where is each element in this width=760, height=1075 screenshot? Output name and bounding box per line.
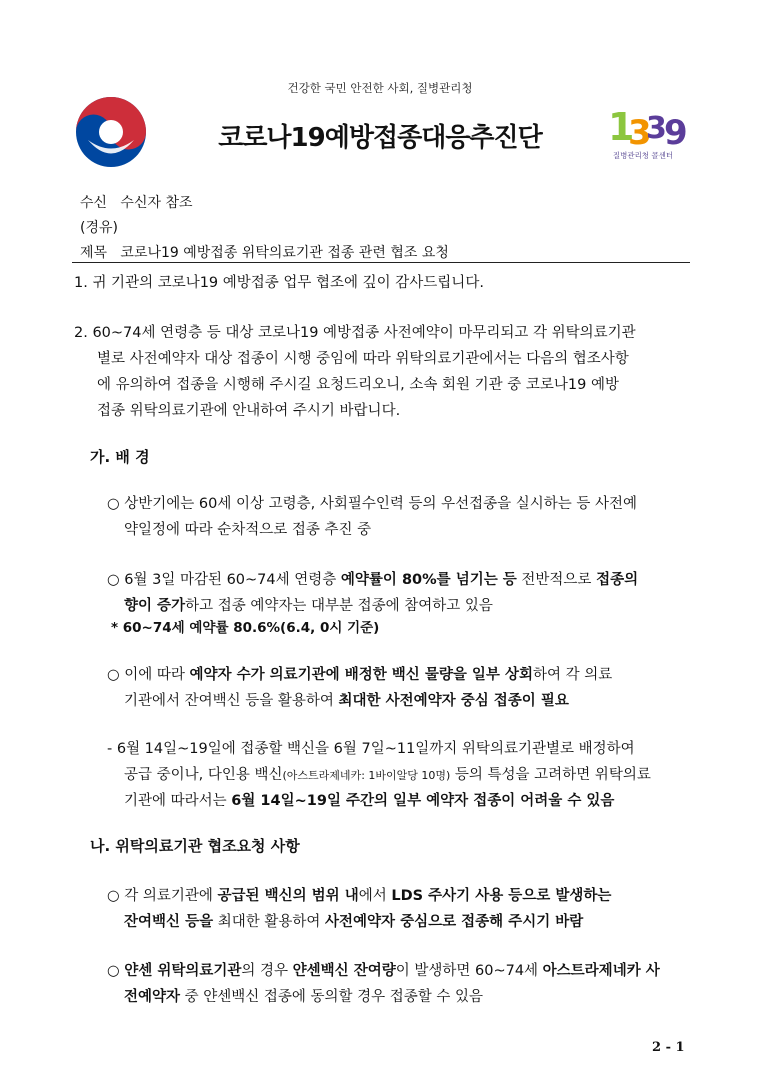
b2-text-post: 중 얀센백신 접종에 동의할 경우 접종할 수 있음 bbox=[180, 989, 484, 1005]
b2-bold-3: 아스트라제네카 사 bbox=[542, 963, 660, 979]
b2-bullet: ○ bbox=[107, 963, 125, 979]
recipient-row bbox=[80, 192, 193, 212]
subject-value: 코로나19 예방접종 위탁의료기관 접종 관련 협조 요청 bbox=[120, 245, 449, 261]
a4-small-note: (아스트라제네카: 1바이알당 10명) bbox=[282, 769, 451, 782]
a2-note bbox=[111, 614, 379, 642]
b2-line-2 bbox=[124, 983, 483, 1011]
b2-bold-2: 얀센백신 잔여량 bbox=[292, 963, 396, 979]
a2-text-post: 하고 접종 예약자는 대부분 접종에 참여하고 있음 bbox=[185, 598, 493, 614]
a2-bold-3: 향이 증가 bbox=[124, 598, 186, 614]
b1-bold-3: 잔여백신 등을 bbox=[124, 914, 214, 930]
b1-bold-2: LDS 주사기 사용 등으로 발생하는 bbox=[391, 888, 612, 904]
b1-bold-4: 사전예약자 중심으로 접종해 주시기 바람 bbox=[324, 914, 584, 930]
paragraph-2-line-2: 별로 사전예약자 대상 접종이 시행 중임에 따라 위탁의료기관에서는 다음의 협조사항 bbox=[97, 351, 629, 367]
a4-text-3: 기관에 따라서는 bbox=[124, 793, 232, 809]
b1-text-mid: 에서 bbox=[358, 888, 392, 904]
subject-divider bbox=[72, 262, 690, 263]
paragraph-2-line-4: 접종 위탁의료기관에 안내하여 주시기 바랍니다. bbox=[97, 403, 401, 419]
via-row: (경유) bbox=[80, 220, 118, 236]
section-a-heading: 가. 배 경 bbox=[90, 448, 150, 466]
b1-line-2 bbox=[124, 908, 583, 936]
a2-bold-1: 예약률이 80%를 넘기는 등 bbox=[340, 572, 517, 588]
subject-row bbox=[80, 242, 449, 262]
a4-text: 공급 중이나, 다인용 백신 bbox=[124, 767, 283, 783]
a4-line-1: - 6월 14일~19일에 접종할 백신을 6월 7일~11일까지 위탁의료기관별로 배정하여 bbox=[107, 741, 635, 757]
b2-bold-4: 전예약자 bbox=[124, 989, 181, 1005]
a3-text-post: 하여 각 의료 bbox=[533, 667, 613, 683]
a2-bold-2: 접종의 bbox=[596, 572, 639, 588]
a3-bold-2: 최대한 사전예약자 중심 접종이 필요 bbox=[338, 693, 569, 709]
a1-line-2: 약일정에 따라 순차적으로 접종 추진 중 bbox=[124, 522, 372, 538]
a4-bold: 6월 14일~19일 주간의 일부 예약자 접종이 어려울 수 있음 bbox=[231, 793, 615, 809]
section-b-heading: 나. 위탁의료기관 협조요청 사항 bbox=[90, 837, 300, 855]
logo-digit-3b: 3 bbox=[646, 111, 667, 146]
b1-text: ○ 각 의료기관에 bbox=[107, 888, 218, 904]
b2-text-1: 의 경우 bbox=[241, 963, 293, 979]
a4-text-post: 등의 특성을 고려하면 위탁의료 bbox=[450, 767, 651, 783]
a4-line-2 bbox=[124, 761, 651, 790]
a3-line-2 bbox=[124, 687, 569, 715]
b2-line-1 bbox=[107, 957, 660, 985]
slogan: 건강한 국민 안전한 사회, 질병관리청 bbox=[287, 81, 473, 95]
paragraph-1: 1. 귀 기관의 코로나19 예방접종 업무 협조에 깊이 감사드립니다. bbox=[74, 275, 484, 291]
recipient-label: 수신 bbox=[80, 195, 108, 211]
call-center-caption: 질병관리청 콜센터 bbox=[612, 151, 674, 160]
paragraph-2-line-3: 에 유의하여 접종을 시행해 주시길 요청드리오니, 소속 회원 기관 중 코로나19 예방 bbox=[97, 377, 619, 393]
b1-bold-1: 공급된 백신의 범위 내 bbox=[217, 888, 359, 904]
a1-line-1: ○ 상반기에는 60세 이상 고령층, 사회필수인력 등의 우선접종을 실시하는 등 사전예 bbox=[107, 496, 638, 512]
a3-text-2: 기관에서 잔여백신 등을 활용하여 bbox=[124, 693, 339, 709]
logo-digit-1: 1 bbox=[608, 105, 635, 149]
a2-text-mid: 전반적으로 bbox=[516, 572, 597, 588]
paragraph-2-line-1: 2. 60~74세 연령층 등 대상 코로나19 예방접종 사전예약이 마무리되고 각 위탁의료기관 bbox=[74, 325, 636, 341]
org-title: 코로나19예방접종대응추진단 bbox=[218, 123, 542, 153]
a3-text: ○ 이에 따라 bbox=[107, 667, 190, 683]
b1-text-mid-2: 최대한 활용하여 bbox=[213, 914, 325, 930]
a2-text: ○ 6월 3일 마감된 60~74세 연령층 bbox=[107, 572, 341, 588]
b2-text-2: 이 발생하면 60~74세 bbox=[395, 963, 543, 979]
b2-bold-1: 얀센 위탁의료기관 bbox=[124, 963, 242, 979]
subject-label: 제목 bbox=[80, 245, 108, 261]
page-number: 2 - 1 bbox=[652, 1040, 685, 1055]
a3-line-1 bbox=[107, 661, 612, 689]
a3-bold-1: 예약자 수가 의료기관에 배정한 백신 물량을 일부 상회 bbox=[189, 667, 534, 683]
logo-digit-3a: 3 bbox=[628, 113, 652, 152]
a2-note-text: * 60~74세 예약률 80.6%(6.4, 0시 기준) bbox=[111, 620, 380, 636]
recipient-value: 수신자 참조 bbox=[120, 195, 193, 211]
a4-line-3 bbox=[124, 787, 614, 815]
b1-line-1 bbox=[107, 882, 611, 910]
a2-line-1 bbox=[107, 566, 638, 594]
logo-digit-9: 9 bbox=[664, 113, 688, 152]
